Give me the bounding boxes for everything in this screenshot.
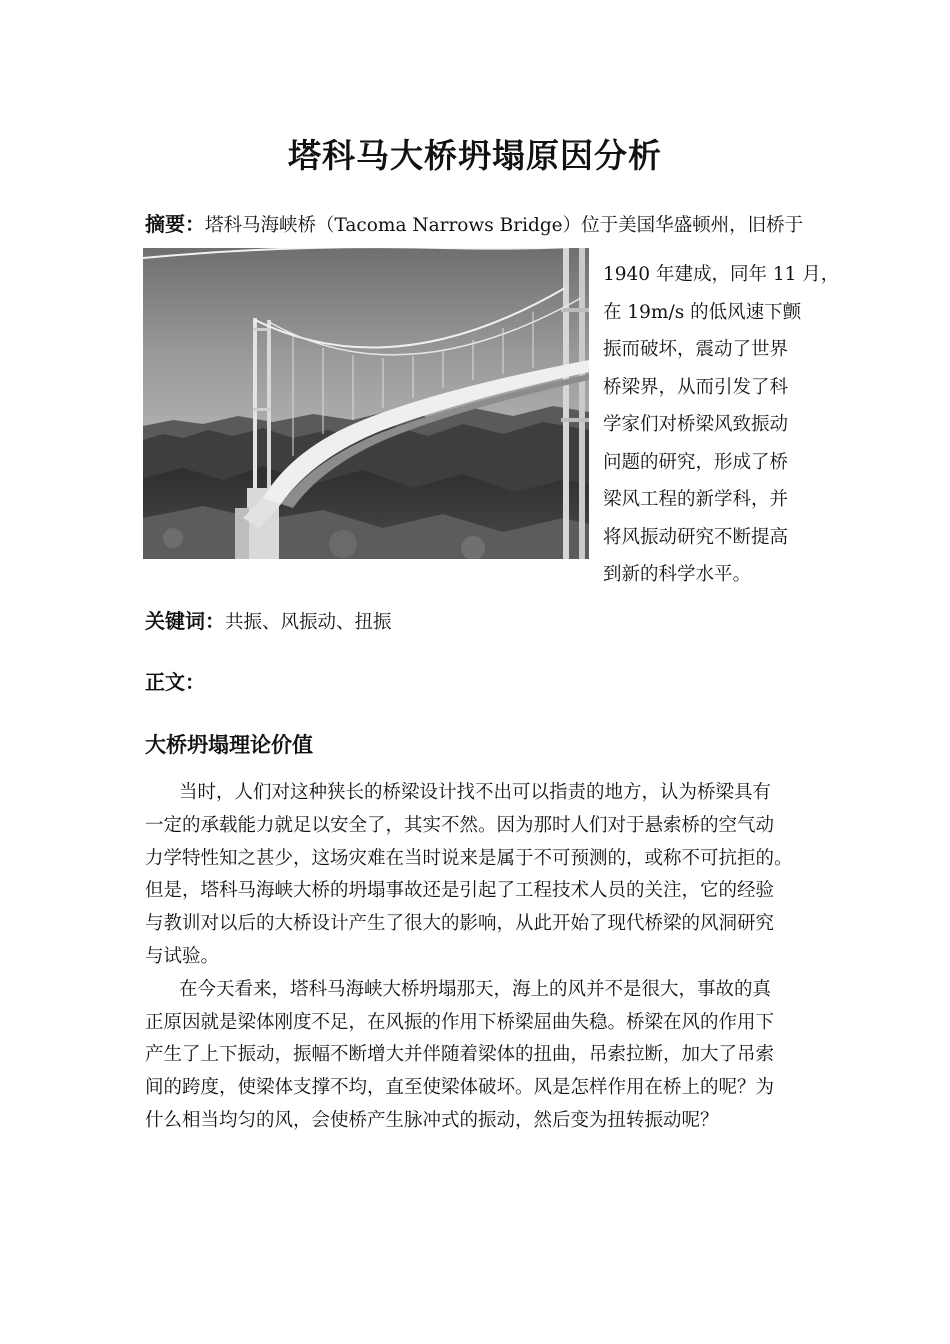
abstract-side-line: 在 19m/s 的低风速下颤 bbox=[603, 301, 802, 323]
abstract-side-line: 1940 年建成，同年 11 月， bbox=[603, 264, 840, 285]
abstract-side-line: 问题的研究，形成了桥 bbox=[603, 451, 789, 473]
section-heading: 大桥坍塌理论价值 bbox=[145, 733, 313, 757]
abstract-side-line: 到新的科学水平。 bbox=[603, 564, 752, 585]
keywords-text: 共振、风振动、扭振 bbox=[225, 612, 392, 633]
paragraph-line: 在今天看来，塔科马海峡大桥坍塌那天，海上的风并不是很大，事故的真 bbox=[179, 978, 772, 1000]
paragraph-line: 当时，人们对这种狭长的桥梁设计找不出可以指责的地方，认为桥梁具有 bbox=[179, 782, 772, 803]
abstract-side-line: 将风振动研究不断提高 bbox=[603, 526, 789, 548]
abstract-side-line: 学家们对桥梁风致振动 bbox=[603, 414, 789, 435]
abstract-side-line: 梁风工程的新学科，并 bbox=[603, 489, 789, 510]
paragraph-line: 与教训对以后的大桥设计产生了很大的影响，从此开始了现代桥梁的风洞研究 bbox=[145, 913, 775, 935]
paragraph-line: 间的跨度，使梁体支撑不均，直至使梁体破坏。风是怎样作用在桥上的呢？为 bbox=[145, 1077, 775, 1099]
abstract-text: 塔科马海峡桥（Tacoma Narrows Bridge）位于美国华盛顿州，旧桥于 bbox=[205, 215, 804, 236]
paragraph-line: 与试验。 bbox=[145, 945, 220, 967]
abstract-label: 摘要： bbox=[145, 212, 205, 236]
keywords bbox=[145, 605, 392, 634]
paragraph-line: 产生了上下振动，振幅不断增大并伴随着梁体的扭曲，吊索拉断，加大了吊索 bbox=[145, 1044, 775, 1066]
paragraph-line: 一定的承载能力就足以安全了，其实不然。因为那时人们对于悬索桥的空气动 bbox=[145, 814, 775, 836]
paragraph-line: 力学特性知之甚少，这场灾难在当时说来是属于不可预测的，或称不可抗拒的。 bbox=[145, 847, 793, 869]
abstract-side-line: 振而破坏，震动了世界 bbox=[603, 339, 789, 360]
paragraph-line: 但是，塔科马海峡大桥的坍塌事故还是引起了工程技术人员的关注，它的经验 bbox=[145, 880, 775, 902]
abstract-side-line: 桥梁界，从而引发了科 bbox=[603, 376, 789, 398]
paragraph-line: 什么相当均匀的风，会使桥产生脉冲式的振动，然后变为扭转振动呢？ bbox=[145, 1109, 719, 1131]
paragraph-line: 正原因就是梁体刚度不足，在风振的作用下桥梁屈曲失稳。桥梁在风的作用下 bbox=[145, 1011, 775, 1033]
bridge-photo bbox=[143, 248, 589, 559]
abstract-first-line bbox=[145, 208, 803, 237]
body-heading: 正文： bbox=[145, 670, 205, 694]
abstract-side-text bbox=[603, 256, 840, 594]
keywords-label: 关键词： bbox=[145, 609, 225, 633]
page-title: 塔科马大桥坍塌原因分析 bbox=[288, 136, 662, 175]
body-text bbox=[145, 777, 825, 1138]
